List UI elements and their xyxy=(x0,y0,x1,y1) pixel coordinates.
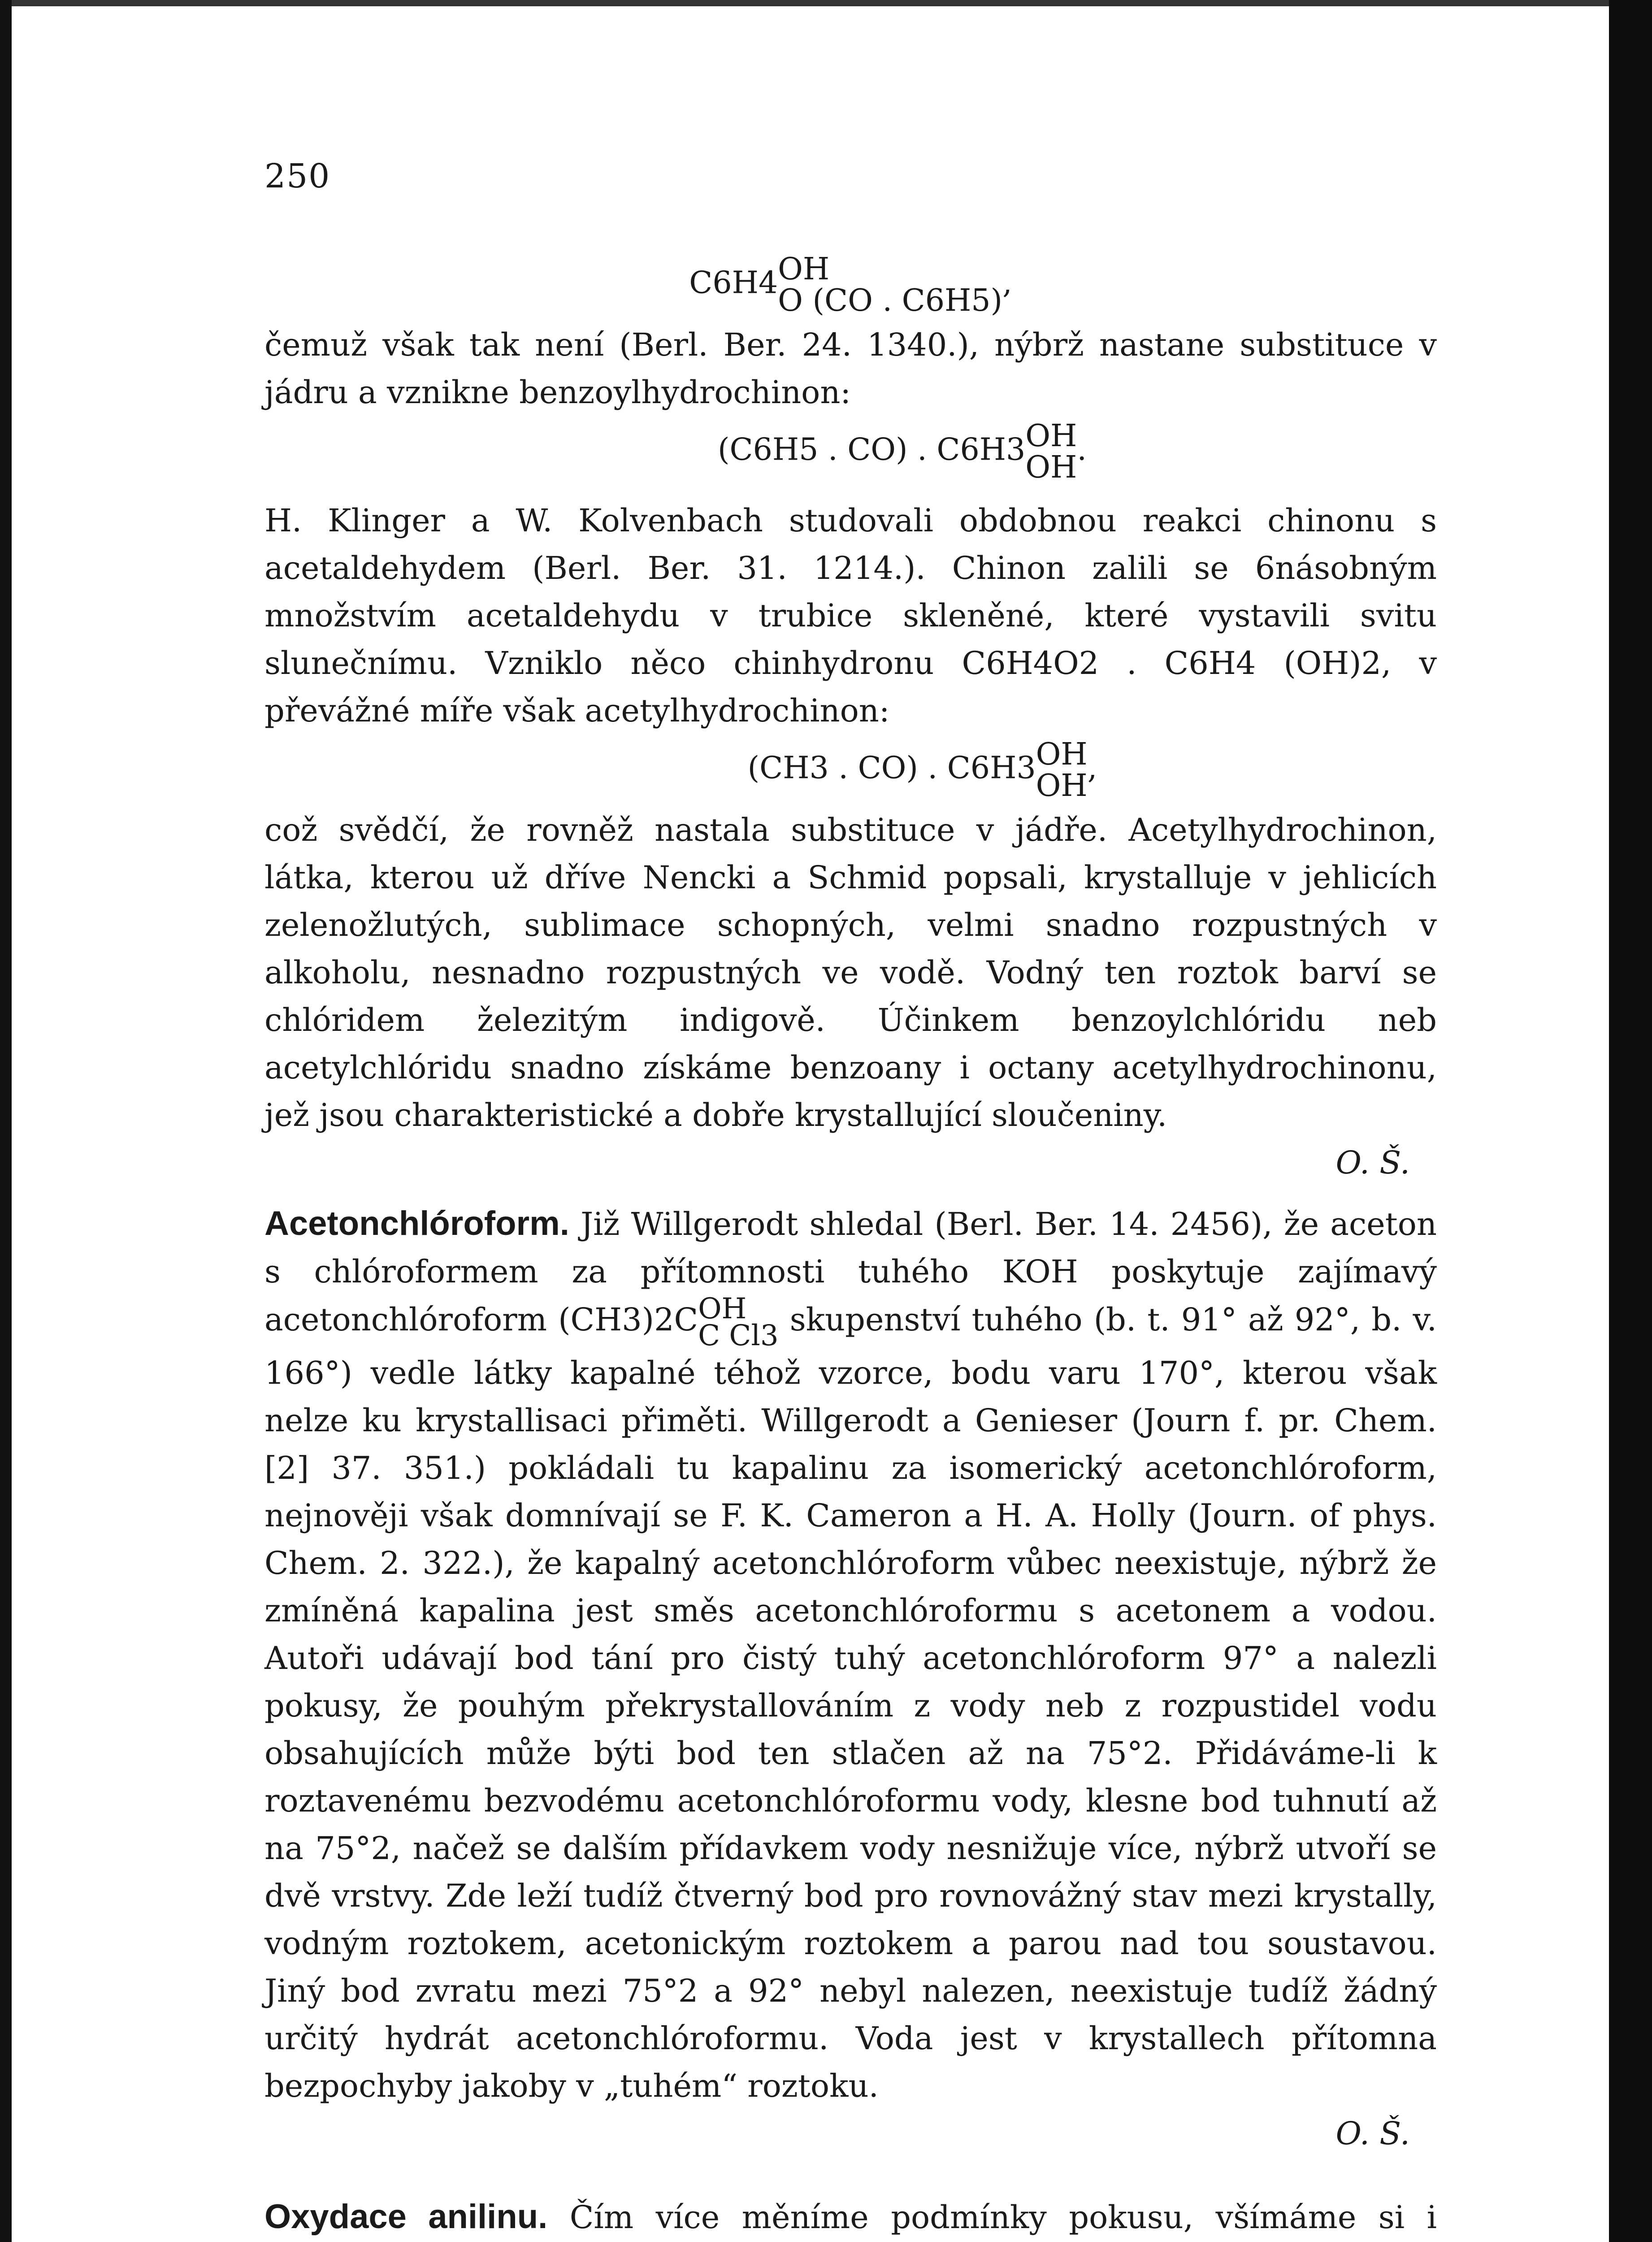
signature-2: O. Š. xyxy=(1335,2115,1410,2152)
formula-acetylhydroquinone xyxy=(264,739,1437,802)
formula-branch xyxy=(1036,739,1088,802)
paragraph-2: H. Klinger a W. Kolvenbach studovali obdobnou reakci chinonu s acetaldehydem (Berl. Ber. 31. 1214.). Chinon zalili se 6násobným množstvím acetaldehydu v trubice skleněné, které vystavili svitu slunečnímu. Vzniklo něco chinhydronu C6H4O2 . C6H4 (OH)2, v převážné míře však acetylhydrochinon: xyxy=(264,502,1437,729)
formula-base: (CH3)2C xyxy=(558,1301,698,1338)
section-text-b: skupenství tuhého (b. t. 91° až 92°, b. v. 166°) vedle látky kapalné téhož vzorce, bodu varu 170°, kterou však nelze ku krystallisaci přiměti. Willgerodt a Genieser (Journ f. pr. Chem. [2] 37. 351.) pokládali tu kapalinu za isomerický acetonchlóroform, nejnověji však domnívají se F. K. Cameron a H. A. Holly (Journ. of phys. Chem. 2. 322.), že kapalný acetonchlóroform vůbec neexistuje, nýbrž že zmíněná kapalina jest směs acetonchlóroformu s acetonem a vodou. Autoři udávají bod tání pro čistý tuhý acetonchlóroform 97° a nalezli pokusy, že pouhým překrystallováním z vody neb z rozpustidel vodu obsahujících může býti bod ten stlačen až na 75°2. Přidáváme-li k roztavenému bezvodému acetonchlóroformu vody, klesne bod tuhnutí až na 75°2, načež se dalším přídavkem vody nesnižuje více, nýbrž utvoří se dvě vrstvy. Zde leží tudíž čtverný bod pro rovnovážný stav mezi krystally, vodným roztokem, acetonickým roztokem a parou nad tou soustavou. Jiný bod zvratu mezi 75°2 a 92° nebyl nalezen, neexistuje tudíž žádný určitý hydrát acetonchlóroformu. Voda jest v krystallech přítomna bezpochyby jakoby v „tuhém“ roztoku. xyxy=(264,1301,1437,2104)
formula-base: (CH3 . CO) . C6H3 xyxy=(747,750,1036,786)
section-text-a: Již Willgerodt shledal (Berl. Ber. 14. 2456), že aceton s chlóroformem za přítomnosti tuhého KOH poskytuje zajímavý acetonchlóroform xyxy=(264,1206,1437,1338)
scan-border-right xyxy=(1609,0,1652,2242)
paragraph-3: což svědčí, že rovněž nastala substituce v jádře. Acetylhydrochinon, látka, kterou už dříve Nencki a Schmid popsali, krystalluje v jehlicích zelenožlutých, sublimace schopných, velmi snadno rozpustných v alkoholu, nesnadno rozpustných ve vodě. Vodný ten roztok barví se chlóridem železitým indigově. Účinkem benzoylchlóridu neb acetylchlóridu snadno získáme benzoany i octany acetylhydrochinonu, jež jsou charakteristické a dobře krystallující sloučeniny. xyxy=(264,812,1437,1134)
section-text: Čím více měníme podmínky pokusu, všímáme si i xyxy=(569,2199,1437,2236)
scan-border-left xyxy=(0,0,12,2242)
formula-branch xyxy=(1025,418,1077,485)
formula-tail: , xyxy=(1087,750,1097,786)
formula-tail: , xyxy=(1002,265,1012,301)
formula-hydroquinone-benzoate xyxy=(264,254,1437,317)
signature-1: O. Š. xyxy=(1335,1144,1410,1181)
section-heading: Acetonchlóroform. xyxy=(264,1204,569,1243)
formula-base: (C6H5 . CO) . C6H3 xyxy=(718,432,1026,468)
formula-bottom: OH xyxy=(1036,768,1088,804)
scan-border-top xyxy=(0,0,1652,6)
section-oxydace xyxy=(264,2193,1437,2242)
formula-bottom: O (CO . C6H5) xyxy=(778,283,1003,318)
section-heading: Oxydace anilinu. xyxy=(264,2198,548,2236)
formula-branch xyxy=(778,254,1002,317)
page-number: 250 xyxy=(264,157,331,196)
section-acetonchloroform xyxy=(264,1200,1437,2110)
formula-top: OH xyxy=(1036,737,1088,772)
paragraph-1: čemuž však tak není (Berl. Ber. 24. 1340.), nýbrž nastane substituce v jádru a vznikne benzoylhydrochinon: xyxy=(264,326,1437,411)
formula-bottom: C Cl3 xyxy=(698,1319,779,1352)
formula-top: OH xyxy=(698,1292,747,1325)
formula-top: OH xyxy=(778,252,830,287)
formula-base: C6H4 xyxy=(689,265,778,301)
formula-tail: . xyxy=(1077,432,1087,468)
formula-branch xyxy=(698,1292,779,1352)
document-page xyxy=(264,152,1437,2242)
formula-benzoylhydroquinone xyxy=(264,418,1437,485)
inline-formula-acetonchloroform xyxy=(558,1292,779,1352)
formula-bottom: OH xyxy=(1025,450,1077,485)
formula-top: OH xyxy=(1025,418,1077,454)
